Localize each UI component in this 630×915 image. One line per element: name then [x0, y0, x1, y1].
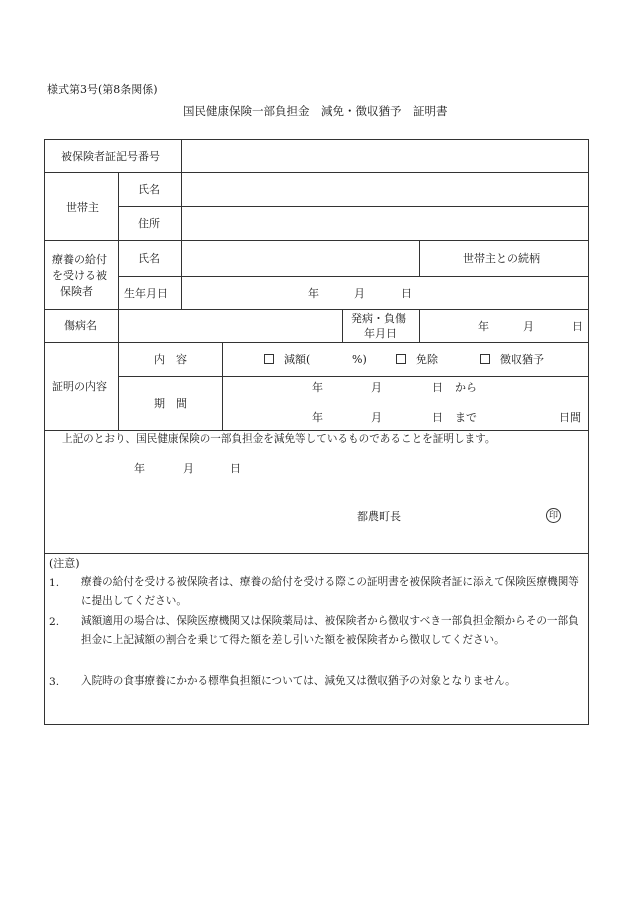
period-start-year-unit: 年	[312, 381, 323, 394]
householder-name-field[interactable]	[186, 176, 584, 202]
period-start-day-unit: 日	[432, 381, 443, 394]
reduction-label: 減額(	[284, 353, 311, 366]
reduction-option[interactable]	[264, 354, 310, 365]
deferral-option[interactable]	[480, 354, 544, 365]
period-end-day-unit: 日	[432, 411, 443, 424]
content-label: 内 容	[154, 353, 187, 366]
cert-month-unit: 月	[183, 462, 194, 475]
exemption-option[interactable]	[396, 354, 438, 365]
householder-name-label: 氏名	[138, 183, 160, 196]
note-text-3: 入院時の食事療養にかかる標準負担額については、減免又は徴収猶予の対象となりません。	[81, 675, 516, 687]
exemption-label: 免除	[416, 353, 438, 366]
disease-name-field[interactable]	[122, 313, 338, 338]
cert-day-unit: 日	[230, 462, 241, 475]
period-start-month-unit: 月	[371, 381, 382, 394]
cert-year-unit: 年	[134, 462, 145, 475]
insured-card-number-field[interactable]	[186, 143, 584, 168]
onset-label-line1: 発病・負傷	[351, 312, 406, 325]
disease-name-label: 傷病名	[64, 319, 97, 332]
recipient-name-label: 氏名	[138, 252, 160, 265]
exemption-checkbox[interactable]	[396, 354, 406, 364]
period-end-year-unit: 年	[312, 411, 323, 424]
note-text-1: 療養の給付を受ける被保険者は、療養の給付を受ける際この証明書を被保険者証に添えて保険医療機関等に提出してください。	[81, 576, 579, 607]
page-title: 国民健康保険一部負担金 減免・徴収猶予 証明書	[183, 104, 448, 118]
mayor-title: 都農町長	[357, 510, 401, 523]
note-number-3: 3.	[49, 676, 60, 688]
certification-content-label: 証明の内容	[52, 380, 107, 393]
period-to-label: まで	[455, 411, 477, 424]
householder-label: 世帯主	[66, 201, 99, 214]
deferral-checkbox[interactable]	[480, 354, 490, 364]
period-from-label: から	[455, 381, 477, 394]
onset-day-unit: 日	[572, 320, 583, 333]
householder-address-field[interactable]	[186, 210, 584, 236]
birth-month-unit: 月	[354, 287, 365, 300]
recipient-label-line3: 保険者	[60, 285, 93, 298]
relationship-label: 世帯主との続柄	[463, 252, 540, 265]
onset-month-unit: 月	[523, 320, 534, 333]
recipient-name-field[interactable]	[186, 244, 414, 272]
period-end-month-unit: 月	[371, 411, 382, 424]
seal-mark: 印	[546, 508, 561, 523]
form-number: 様式第3号(第8条関係)	[47, 83, 158, 96]
birth-day-unit: 日	[401, 287, 412, 300]
recipient-label-line1: 療養の給付	[52, 253, 107, 266]
period-days-label: 日間	[559, 411, 581, 424]
reduction-percent-label: %)	[352, 353, 367, 366]
reduction-checkbox[interactable]	[264, 354, 274, 364]
insured-card-number-label: 被保険者証記号番号	[61, 150, 160, 163]
onset-label-line2: 年月日	[364, 327, 397, 340]
period-label: 期 間	[154, 397, 187, 410]
householder-address-label: 住所	[138, 217, 160, 230]
note-number-1: 1.	[49, 577, 60, 589]
recipient-label-line2: を受ける被	[52, 269, 107, 282]
note-text-2: 減額適用の場合は、保険医療機関又は保険薬局は、被保険者から徴収すべき一部負担金額からその一部負担金に上記減額の割合を乗じて得た額を差し引いた額を被保険者から徴収してください。	[81, 615, 579, 646]
birth-year-unit: 年	[308, 287, 319, 300]
deferral-label: 徴収猶予	[500, 353, 544, 366]
onset-year-unit: 年	[478, 320, 489, 333]
birth-date-label: 生年月日	[124, 287, 168, 300]
note-number-2: 2.	[49, 616, 60, 628]
notes-heading: (注意)	[49, 557, 80, 570]
certification-statement: 上記のとおり、国民健康保険の一部負担金を減免等しているものであることを証明します。	[62, 433, 496, 445]
